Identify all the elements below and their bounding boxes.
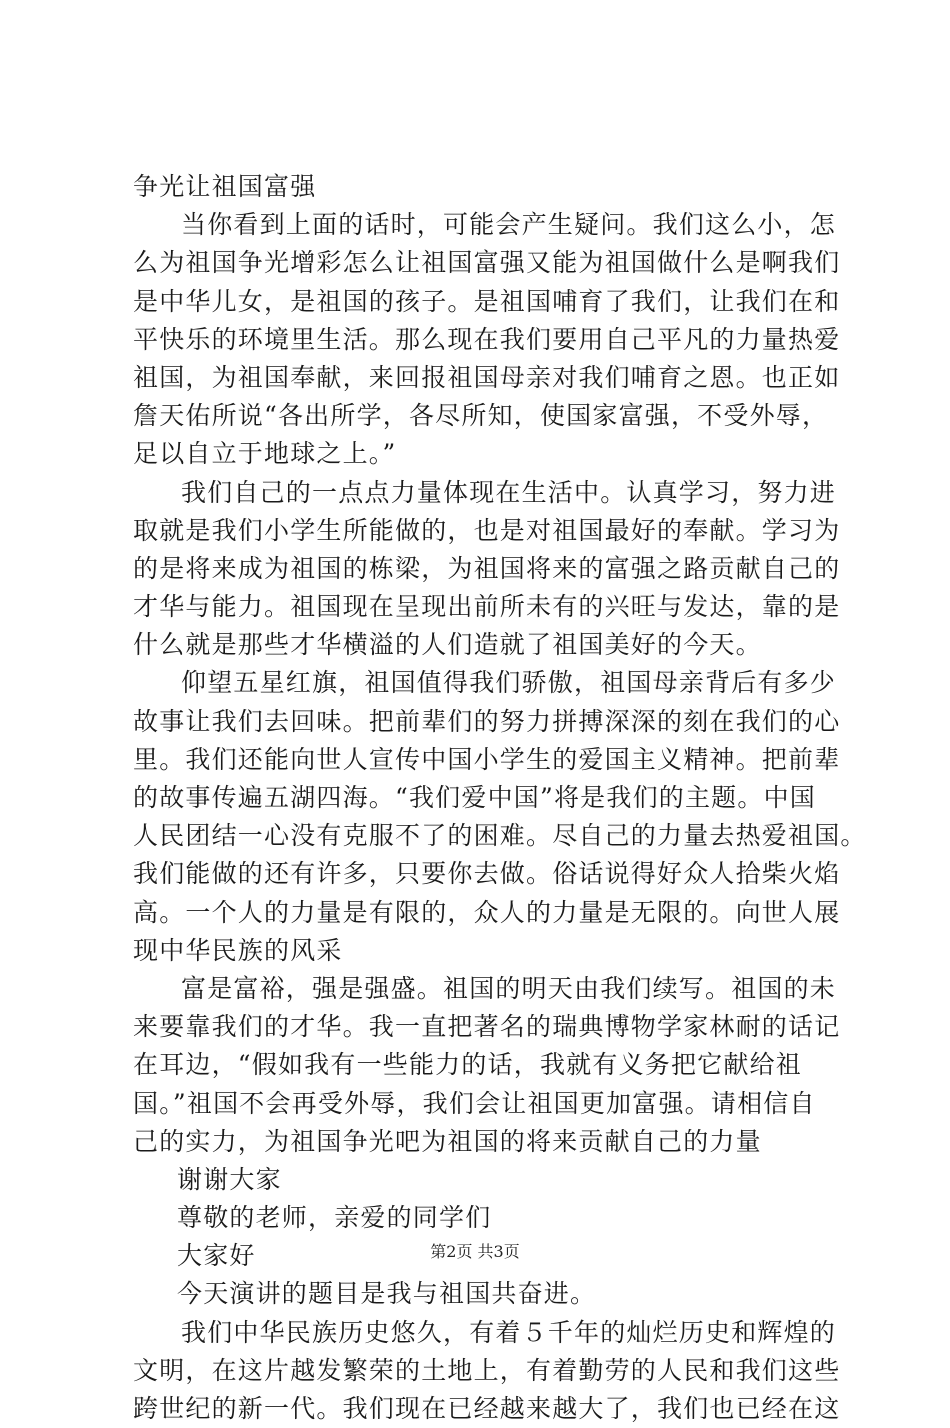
text-line: 的是将来成为祖国的栋梁，为祖国将来的富强之路贡献自己的	[133, 553, 841, 583]
text-line: 么为祖国争光增彩怎么让祖国富强又能为祖国做什么是啊我们	[133, 248, 841, 278]
text-line: 高。一个人的力量是有限的，众人的力量是无限的。向世人展	[133, 897, 841, 927]
text-line: 里。我们还能向世人宣传中国小学生的爱国主义精神。把前辈	[133, 744, 841, 774]
text-line: 尊敬的老师，亲爱的同学们	[177, 1203, 492, 1233]
text-line: 祖国，为祖国奉献，来回报祖国母亲对我们哺育之恩。也正如	[133, 362, 841, 392]
page-number: 第2页 共3页	[430, 1242, 520, 1261]
text-line: 取就是我们小学生所能做的，也是对祖国最好的奉献。学习为	[133, 515, 841, 545]
text-line: 才华与能力。祖国现在呈现出前所未有的兴旺与发达，靠的是	[133, 592, 841, 622]
text-line: 我们能做的还有许多，只要你去做。俗话说得好众人拾柴火焰	[133, 859, 841, 889]
text-line: 富是富裕，强是强盛。祖国的明天由我们续写。祖国的未	[181, 973, 837, 1003]
text-line: 跨世纪的新一代。我们现在已经越来越大了，我们也已经在这	[133, 1394, 841, 1423]
text-line: 现中华民族的风采	[133, 935, 343, 965]
text-line: 在耳边，“假如我有一些能力的话，我就有义务把它献给祖	[133, 1050, 802, 1080]
text-line: 我们自己的一点点力量体现在生活中。认真学习，努力进	[181, 477, 837, 507]
text-line: 文明，在这片越发繁荣的土地上，有着勤劳的人民和我们这些	[133, 1355, 841, 1385]
text-line: 今天演讲的题目是我与祖国共奋进。	[177, 1279, 597, 1309]
text-line: 什么就是那些才华横溢的人们造就了祖国美好的今天。	[133, 630, 762, 660]
text-line: 是中华儿女，是祖国的孩子。是祖国哺育了我们，让我们在和	[133, 286, 841, 316]
text-line: 詹天佑所说“各出所学，各尽所知，使国家富强，不受外辱，	[133, 401, 829, 431]
text-line: 足以自立于地球之上。”	[133, 439, 397, 469]
text-line: 争光让祖国富强	[133, 172, 317, 201]
page-footer	[0, 1241, 950, 1263]
text-line: 我们中华民族历史悠久，有着５千年的灿烂历史和辉煌的	[181, 1317, 837, 1347]
document-body	[133, 168, 867, 1428]
text-line: 谢谢大家	[177, 1164, 282, 1194]
text-line: 的故事传遍五湖四海。“我们爱中国”将是我们的主题。中国	[133, 783, 816, 812]
text-line: 当你看到上面的话时，可能会产生疑问。我们这么小，怎	[181, 210, 837, 240]
text-line: 故事让我们去回味。把前辈们的努力拼搏深深的刻在我们的心	[133, 706, 841, 736]
text-line: 人民团结一心没有克服不了的困难。尽自己的力量去热爱祖国。	[133, 821, 867, 851]
text-line: 国。”祖国不会再受外辱，我们会让祖国更加富强。请相信自	[133, 1088, 816, 1118]
text-line: 来要靠我们的才华。我一直把著名的瑞典博物学家林耐的话记	[133, 1012, 841, 1042]
text-line: 平快乐的环境里生活。那么现在我们要用自己平凡的力量热爱	[133, 324, 841, 354]
text-line: 仰望五星红旗，祖国值得我们骄傲，祖国母亲背后有多少	[181, 668, 837, 698]
text-line: 大家好	[177, 1241, 256, 1271]
text-line: 己的实力，为祖国争光吧为祖国的将来贡献自己的力量	[133, 1126, 762, 1156]
